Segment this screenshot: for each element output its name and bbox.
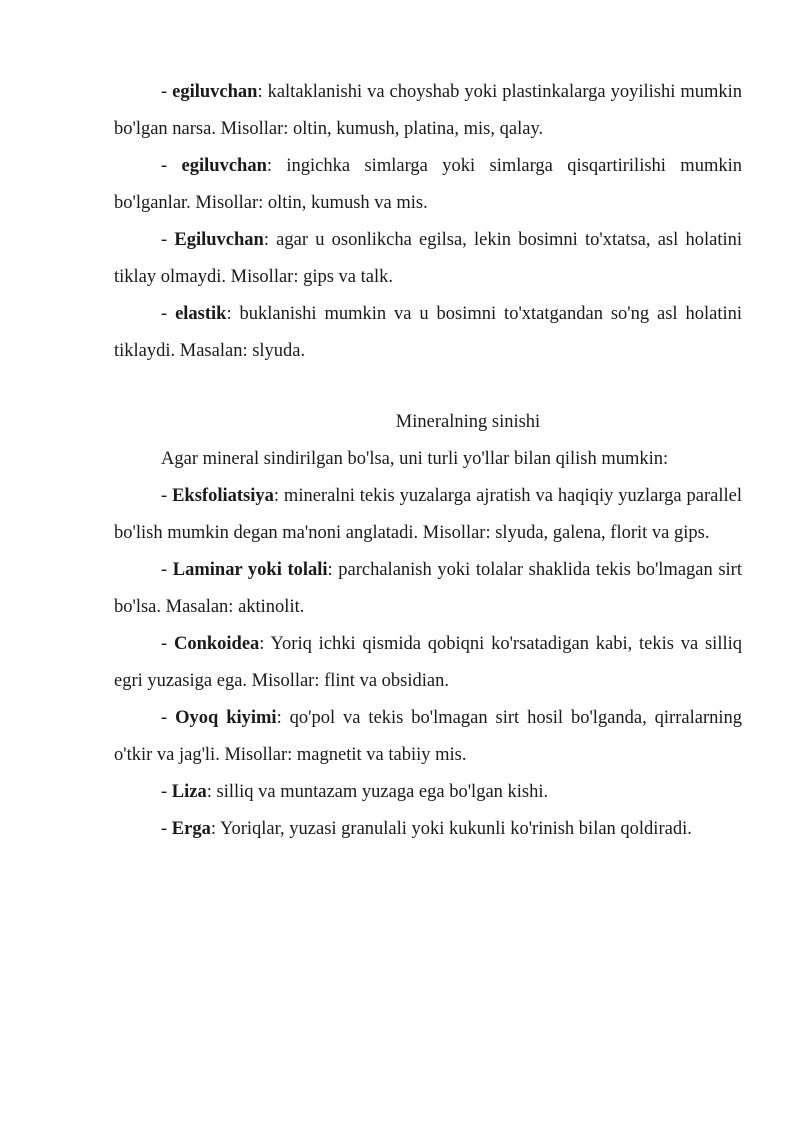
definition-text: : qo'pol va tekis bo'lmagan sirt hosil bo'lganda, qirralarning o'tkir va jag'li. Misollar: magnetit va tabiiy mis. bbox=[114, 708, 742, 765]
term-bold: Egiluvchan bbox=[174, 230, 264, 250]
definition-paragraph bbox=[114, 148, 742, 222]
definition-text: : agar u osonlikcha egilsa, lekin bosimni to'xtatsa, asl holatini tiklay olmaydi. Misollar: gips va talk. bbox=[114, 230, 742, 287]
bullet-dash: - bbox=[161, 560, 173, 580]
term-bold: elastik bbox=[175, 304, 227, 324]
section-heading: Mineralning sinishi bbox=[395, 412, 541, 432]
definition-paragraph bbox=[114, 811, 742, 848]
definition-paragraph bbox=[114, 700, 742, 774]
definition-paragraph bbox=[114, 552, 742, 626]
term-bold: Oyoq kiyimi bbox=[175, 708, 277, 728]
document-body bbox=[114, 74, 742, 848]
definition-text: : buklanishi mumkin va u bosimni to'xtatgandan so'ng asl holatini tiklaydi. Masalan: slyuda. bbox=[114, 304, 742, 361]
bullet-dash: - bbox=[161, 304, 176, 324]
bullet-dash: - bbox=[161, 82, 173, 102]
definition-paragraph bbox=[114, 222, 742, 296]
term-bold: Liza bbox=[171, 782, 207, 802]
bullet-dash: - bbox=[161, 782, 172, 802]
bullet-dash: - bbox=[161, 634, 174, 654]
definition-text: : Yoriq ichki qismida qobiqni ko'rsatadigan kabi, tekis va silliq egri yuzasiga ega. Misollar: flint va obsidian. bbox=[114, 634, 742, 691]
term-bold: egiluvchan bbox=[181, 156, 267, 176]
section-spacer bbox=[114, 370, 742, 404]
definition-paragraph bbox=[114, 74, 742, 148]
definition-text: : mineralni tekis yuzalarga ajratish va haqiqiy yuzlarga parallel bo'lish mumkin degan ma'noni anglatadi. Misollar: slyuda, galena, florit va gips. bbox=[114, 486, 742, 543]
definition-text: : ingichka simlarga yoki simlarga qisqartirilishi mumkin bo'lganlar. Misollar: oltin, kumush va mis. bbox=[114, 156, 742, 213]
definition-paragraph bbox=[114, 626, 742, 700]
definition-text: : Yoriqlar, yuzasi granulali yoki kukunli ko'rinish bilan qoldiradi. bbox=[210, 819, 692, 839]
definition-paragraph bbox=[114, 296, 742, 370]
bullet-dash: - bbox=[161, 230, 175, 250]
term-bold: Laminar yoki tolali bbox=[172, 560, 328, 580]
bullet-dash: - bbox=[161, 486, 173, 506]
term-bold: Eksfoliatsiya bbox=[172, 486, 274, 506]
bullet-dash: - bbox=[161, 156, 182, 176]
term-bold: egiluvchan bbox=[172, 82, 258, 102]
definition-text: : silliq va muntazam yuzaga ega bo'lgan kishi. bbox=[206, 782, 549, 802]
bullet-dash: - bbox=[161, 708, 176, 728]
definition-paragraph bbox=[114, 478, 742, 552]
definition-text: : parchalanish yoki tolalar shaklida tekis bo'lmagan sirt bo'lsa. Masalan: aktinolit. bbox=[114, 560, 742, 617]
definition-paragraph bbox=[114, 774, 742, 811]
bullet-dash: - bbox=[161, 819, 172, 839]
term-bold: Conkoidea bbox=[173, 634, 260, 654]
term-bold: Erga bbox=[171, 819, 211, 839]
intro-paragraph: Agar mineral sindirilgan bo'lsa, uni turli yo'llar bilan qilish mumkin: bbox=[161, 449, 669, 469]
definition-text: : kaltaklanishi va choyshab yoki plastinkalarga yoyilishi mumkin bo'lgan narsa. Misollar: oltin, kumush, platina, mis, qalay. bbox=[114, 82, 742, 139]
